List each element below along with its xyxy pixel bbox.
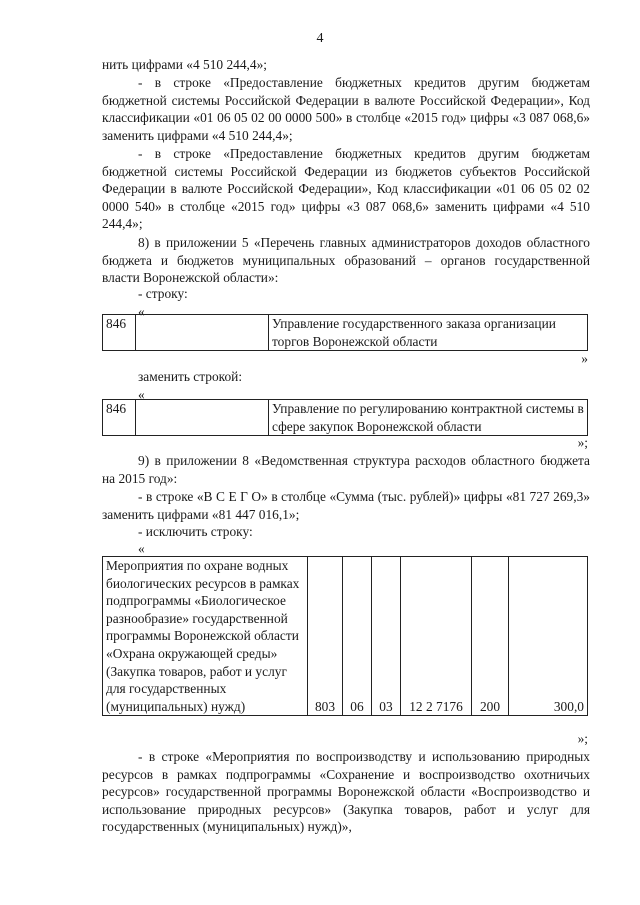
name-cell: Мероприятия по охране водных биологических ресурсов в рамках подпрограммы «Биологическое разнообразие» государственной программы Воронежской области «Охрана окружающей среды» (Закупка товаров, работ и услуг для государственных (муниципальных) нужд)	[103, 557, 308, 716]
table-row	[103, 400, 588, 436]
quote-close-1: »	[581, 351, 588, 366]
quote-open-1: «	[138, 304, 145, 319]
table-old-row	[102, 314, 588, 351]
paragraph-hunting-resources: - в строке «Мероприятия по воспроизводству и использованию природных ресурсов в рамках подпрограммы «Сохранение и воспроизводство охотничьих ресурсов» государственной программы Воронежской области «Воспроизводство и использование природных ресурсов» (Закупка товаров, работ и услуг для государственных (муниципальных) нужд)»,	[102, 749, 590, 835]
quote-open-3: «	[138, 541, 145, 556]
sum-cell: 300,0	[509, 557, 588, 716]
table-row	[103, 315, 588, 351]
name-cell: Управление государственного заказа организации торгов Воронежской области	[269, 315, 588, 351]
page-number: 4	[316, 31, 324, 46]
quote-open-2: «	[138, 387, 145, 402]
code-cell: 846	[103, 400, 136, 436]
paragraph-exclude-label: - исключить строку:	[138, 524, 253, 539]
paragraph-continuation: нить цифрами «4 510 244,4»;	[102, 57, 267, 72]
paragraph-budget-credits-1: - в строке «Предоставление бюджетных кредитов другим бюджетам бюджетной системы Российской Федерации в валюте Российской Федерации», Код классификации «01 06 05 02 00 0000 500» в столбце «2015 год» цифры «3 087 068,6» заменить цифрами «4 510 244,4»;	[102, 75, 590, 143]
gr-cell: 803	[308, 557, 343, 716]
paragraph-row-label: - строку:	[138, 286, 188, 301]
empty-cell	[136, 400, 269, 436]
paragraph-replace-label: заменить строкой:	[138, 369, 243, 384]
paragraph-total-change: - в строке «В С Е Г О» в столбце «Сумма (тыс. рублей)» цифры «81 727 269,3» заменить цифрами «81 447 016,1»;	[102, 489, 590, 522]
vr-cell: 200	[472, 557, 509, 716]
table-row	[103, 557, 588, 716]
table-new-row	[102, 399, 588, 436]
paragraph-budget-credits-2: - в строке «Предоставление бюджетных кредитов другим бюджетам бюджетной системы Российской Федерации из бюджетов субъектов Российской Федерации в валюте Российской Федерации», Код классификации «01 06 05 02 02 0000 540» в столбце «2015 год» цифры «3 087 068,6» заменить цифрами «4 510 244,4»;	[102, 146, 590, 232]
quote-close-3: »;	[577, 731, 588, 746]
table-excluded-row	[102, 556, 588, 716]
paragraph-appendix-8: 9) в приложении 8 «Ведомственная структура расходов областного бюджета на 2015 год»:	[102, 453, 590, 486]
name-cell: Управление по регулированию контрактной системы в сфере закупок Воронежской области	[269, 400, 588, 436]
pr-cell: 03	[372, 557, 401, 716]
paragraph-appendix-5: 8) в приложении 5 «Перечень главных администраторов доходов областного бюджета и бюджетов муниципальных образований – органов государственной власти Воронежской области»:	[102, 235, 590, 286]
rz-cell: 06	[343, 557, 372, 716]
csr-cell: 12 2 7176	[401, 557, 472, 716]
code-cell: 846	[103, 315, 136, 351]
empty-cell	[136, 315, 269, 351]
quote-close-2: »;	[577, 435, 588, 450]
